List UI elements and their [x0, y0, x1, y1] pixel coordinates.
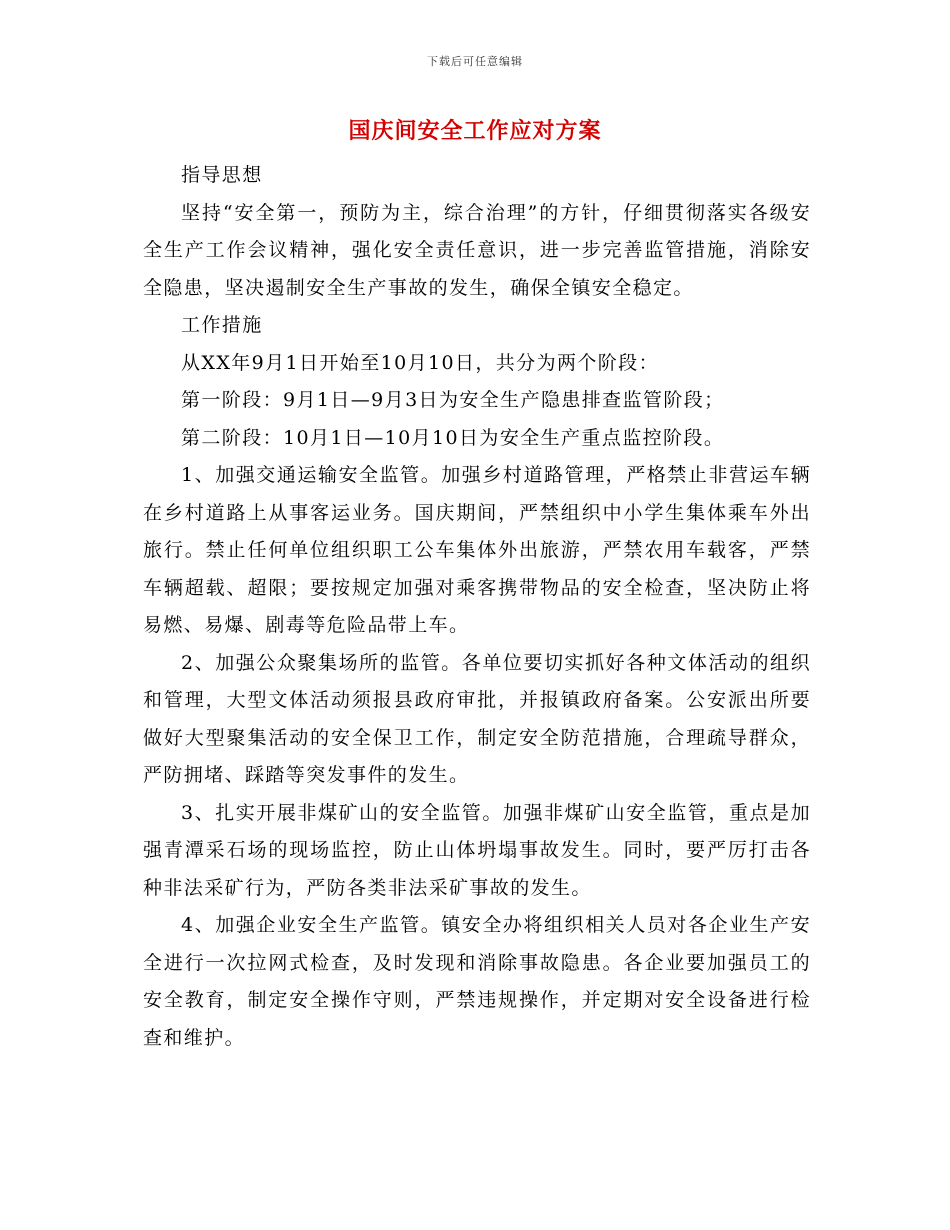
paragraph-measure-mining: 3、扎实开展非煤矿山的安全监管。加强非煤矿山安全监管，重点是加强青潭采石场的现场监控，防止山体坍塌事故发生。同时，要严厉打击各种非法采矿行为，严防各类非法采矿事故的发生。 [143, 801, 811, 899]
paragraph-phase-two: 第二阶段：10月1日—10月10日为安全生产重点监控阶段。 [181, 426, 725, 449]
paragraph-measure-enterprise: 4、加强企业安全生产监管。镇安全办将组织相关人员对各企业生产安全进行一次拉网式检查，及时发现和消除事故隐患。各企业要加强员工的安全教育，制定安全操作守则，严禁违规操作，并定期对安全设备进行检查和维护。 [143, 914, 811, 1049]
section-heading-guiding-ideology: 指导思想 [181, 164, 263, 186]
document-body [143, 157, 811, 1057]
paragraph-measure-traffic: 1、加强交通运输安全监管。加强乡村道路管理，严格禁止非营运车辆在乡村道路上从事客运业务。国庆期间，严禁组织中小学生集体乘车外出旅行。禁止任何单位组织职工公车集体外出旅游，严禁农用车载客，严禁车辆超载、超限；要按规定加强对乘客携带物品的安全检查，坚决防止将易燃、易爆、剧毒等危险品带上车。 [143, 464, 811, 636]
section-heading-work-measures: 工作措施 [181, 314, 263, 336]
paragraph-guiding-principle: 坚持“安全第一，预防为主，综合治理”的方针，仔细贯彻落实各级安全生产工作会议精神，强化安全责任意识，进一步完善监管措施，消除安全隐患，坚决遏制安全生产事故的发生，确保全镇安全稳定。 [143, 201, 811, 299]
paragraph-schedule: 从XX年9月1日开始至10月10日，共分为两个阶段： [181, 351, 659, 374]
paragraph-phase-one: 第一阶段：9月1日—9月3日为安全生产隐患排查监管阶段； [181, 389, 725, 411]
document-title: 国庆间安全工作应对方案 [348, 119, 602, 144]
paragraph-measure-public-venues: 2、加强公众聚集场所的监管。各单位要切实抓好各种文体活动的组织和管理，大型文体活动须报县政府审批，并报镇政府备案。公安派出所要做好大型聚集活动的安全保卫工作，制定安全防范措施，合理疏导群众，严防拥堵、踩踏等突发事件的发生。 [143, 651, 811, 786]
header-note: 下载后可任意编辑 [427, 55, 523, 68]
